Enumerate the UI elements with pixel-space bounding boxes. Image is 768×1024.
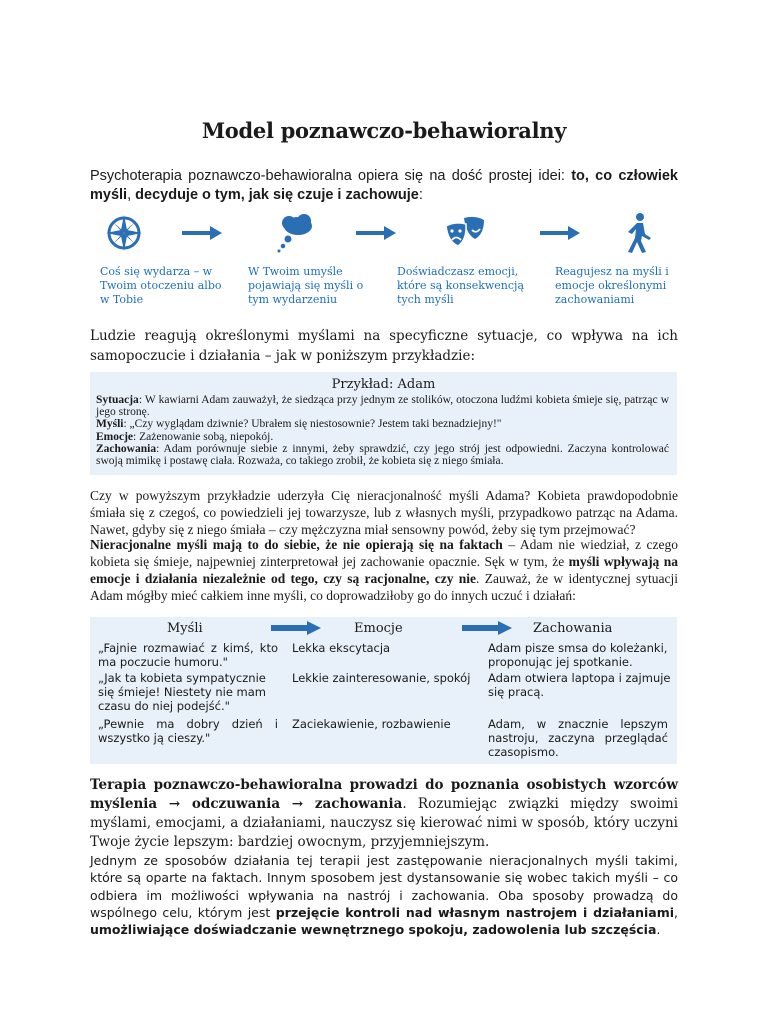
therapy-text-1: . Rozumiejąc związki między swoimi myślami, emocjami, a działaniami, nauczysz się kierować nimi w sposób, który uczyni Twoje życie lepszym: bardziej owocnym, przyjemniejszym. bbox=[90, 796, 679, 850]
method-paragraph bbox=[90, 852, 678, 938]
therapy-paragraph bbox=[90, 776, 678, 852]
emotions-label: Emocje bbox=[96, 430, 134, 443]
table-row-1-behavior: Adam pisze smsa do koleżanki, proponując jej spotkanie. bbox=[488, 641, 668, 669]
table-row-2-emotion: Lekkie zainteresowanie, spokój bbox=[292, 671, 471, 685]
flow-step-2 bbox=[248, 265, 368, 307]
arrow-right-icon bbox=[271, 621, 321, 635]
example-title-value: Adam bbox=[397, 377, 436, 392]
last-text-1: Jednym ze sposobów działania tej terapii jest zastępowanie nieracjonalnych myśli takimi, które są oparte na faktach. Innym sposobem jest dystansowanie się wobec takich myśli – co odbiera im możliwości wpływania na nastrój i zachowania. Oba sposoby prowadzą do wspólnego celu, którym jest bbox=[90, 853, 678, 920]
comparison-table bbox=[90, 617, 677, 764]
flow-step-2-line: pojawiają się myśli o bbox=[248, 279, 364, 292]
page-title: Model poznawczo-behawioralny bbox=[201, 118, 567, 143]
therapy-arrow-2: → bbox=[280, 796, 315, 812]
column-header-thoughts: Myśli bbox=[167, 621, 203, 636]
arrow-right-icon bbox=[356, 226, 396, 240]
theater-masks-icon bbox=[444, 212, 486, 254]
table-row-1-thought: „Fajnie rozmawiać z kimś, kto ma poczucie humoru." bbox=[98, 641, 278, 669]
flow-step-3-line: Doświadczasz emocji, bbox=[397, 265, 519, 278]
flow-step-4-line: emocje określonymi bbox=[555, 279, 667, 292]
analysis-paragraph: Czy w powyższym przykładzie uderzyła Cię nieracjonalność myśli Adama? Kobieta prawdopodobnie śmiała się z czegoś, co powiedzieli jej towarzysze, lub z własnych myśli, przypadkowo patrząc na Adama. Nawet, gdyby się z niego śmiała – czy mężczyzna miał sensowny powód, żeby się tym przejmować? bbox=[90, 488, 678, 537]
flow-step-3-line: które są konsekwencją bbox=[397, 279, 525, 292]
example-behavior bbox=[96, 443, 669, 467]
last-bold-2: umożliwiające doświadczanie wewnętrznego spokoju, zadowolenia lub szczęścia bbox=[90, 922, 657, 938]
example-details bbox=[96, 394, 669, 467]
therapy-arrow-1: → bbox=[157, 796, 192, 812]
column-header-behaviors: Zachowania bbox=[533, 621, 613, 636]
intro-bold-1: to, co człowiek myśli bbox=[90, 168, 678, 203]
table-row-3-emotion: Zaciekawienie, rozbawienie bbox=[292, 717, 451, 731]
reaction-paragraph: Ludzie reagują określonymi myślami na specyficzne sytuacje, co wpływa na ich samopoczucie i działania – jak w poniższym przykładzie: bbox=[90, 328, 678, 364]
table-row-2-thought: „Jak ta kobieta sympatycznie się śmieje! Niestety nie mam czasu do niej podejść." bbox=[98, 671, 267, 713]
flow-step-4 bbox=[555, 265, 680, 307]
flow-step-1-line: Twoim otoczeniu albo bbox=[100, 279, 222, 292]
table-row-2-behavior: Adam otwiera laptopa i zajmuje się pracą. bbox=[488, 671, 671, 699]
intro-text-1: Psychoterapia poznawczo-behawioralna opiera się na dość prostej idei: bbox=[90, 168, 572, 184]
flow-step-2-line: W Twoim umyśle bbox=[248, 265, 343, 278]
last-text-2: , bbox=[674, 904, 679, 920]
table-row-1-emotion: Lekka ekscytacja bbox=[292, 641, 391, 655]
irrational-thoughts-paragraph bbox=[90, 536, 678, 604]
table-row-3-behavior: Adam, w znacznie lepszym nastroju, zaczyna przeglądać czasopismo. bbox=[488, 717, 668, 759]
example-situation bbox=[96, 394, 669, 418]
last-bold-1: przejęcie kontroli nad własnym nastrojem i działaniami bbox=[275, 904, 675, 920]
arrow-right-icon bbox=[540, 226, 580, 240]
therapy-bold-2: odczuwania bbox=[191, 796, 281, 812]
behavior-text: : Adam porównuje siebie z innymi, żeby sprawdzić, czy jego strój jest odpowiedni. Zaczyna kontrolować swoją mimikę i postawę ciała. Rozważa, co takiego zrobił, że kobieta się z niego śmiała. bbox=[96, 442, 669, 468]
body2-text-2: . Zauważ, że w identycznej sytuacji Adam mógłby mieć całkiem inne myśli, co doprowadziłoby go do innych uczuć i działań: bbox=[90, 571, 678, 603]
last-text-3: . bbox=[656, 922, 661, 938]
intro-paragraph bbox=[90, 167, 678, 205]
column-header-emotions: Emocje bbox=[354, 621, 403, 636]
example-title bbox=[90, 377, 677, 392]
example-emotions bbox=[96, 431, 669, 443]
compass-icon bbox=[103, 212, 145, 254]
behavior-label: Zachowania bbox=[96, 442, 157, 455]
table-row-3-thought: „Pewnie ma dobry dzień i wszystko ją cieszy." bbox=[98, 717, 278, 745]
thought-bubble-icon bbox=[274, 212, 316, 254]
thoughts-label: Myśli bbox=[96, 418, 124, 431]
intro-text-3: : bbox=[418, 187, 423, 203]
body2-bold-2: myśli wpływają na emocje i działania niezależnie od tego, czy są racjonalne, czy nie bbox=[90, 554, 678, 586]
flow-step-1 bbox=[100, 265, 224, 307]
situation-text: : W kawiarni Adam zauważył, że siedząca przy jednym ze stolików, otoczona ludźmi kobieta śmieje się, patrząc w jego stronę. bbox=[96, 394, 669, 419]
intro-bold-2: decyduje o tym, jak się czuje i zachowuje bbox=[135, 187, 419, 203]
situation-label: Sytuacja bbox=[96, 394, 139, 406]
flow-step-4-line: Reagujesz na myśli i bbox=[555, 265, 669, 278]
flow-step-1-line: w Tobie bbox=[100, 293, 144, 306]
arrow-right-icon bbox=[182, 226, 222, 240]
example-box bbox=[90, 372, 677, 475]
example-title-separator: : bbox=[389, 377, 398, 392]
flow-step-3-line: tych myśli bbox=[397, 293, 454, 306]
emotions-text: : Zażenowanie sobą, niepokój. bbox=[133, 430, 274, 443]
flow-step-3 bbox=[397, 265, 527, 307]
flow-step-1-line: Coś się wydarza – w bbox=[100, 265, 213, 278]
body2-text-1: – Adam nie wiedział, z czego kobieta się śmieje, najpewniej zinterpretował jej zachowanie opacznie. Sęk w tym, że bbox=[90, 537, 678, 569]
intro-text-2: , bbox=[127, 187, 136, 203]
example-title-label: Przykład bbox=[331, 377, 389, 392]
flow-step-2-line: tym wydarzeniu bbox=[248, 293, 338, 306]
thoughts-text: : „Czy wyglądam dziwnie? Ubrałem się niestosownie? Jestem taki beznadziejny!" bbox=[123, 418, 502, 431]
body2-bold-1: Nieracjonalne myśli mają to do siebie, że nie opierają się na faktach bbox=[90, 537, 503, 552]
therapy-bold-3: zachowania bbox=[314, 796, 403, 812]
therapy-bold-1: Terapia poznawczo-behawioralna prowadzi do poznania osobistych wzorców myślenia bbox=[90, 777, 678, 812]
example-thoughts bbox=[96, 418, 669, 430]
arrow-right-icon bbox=[462, 621, 512, 635]
walking-person-icon bbox=[618, 212, 660, 254]
flow-step-4-line: zachowaniami bbox=[555, 293, 635, 306]
